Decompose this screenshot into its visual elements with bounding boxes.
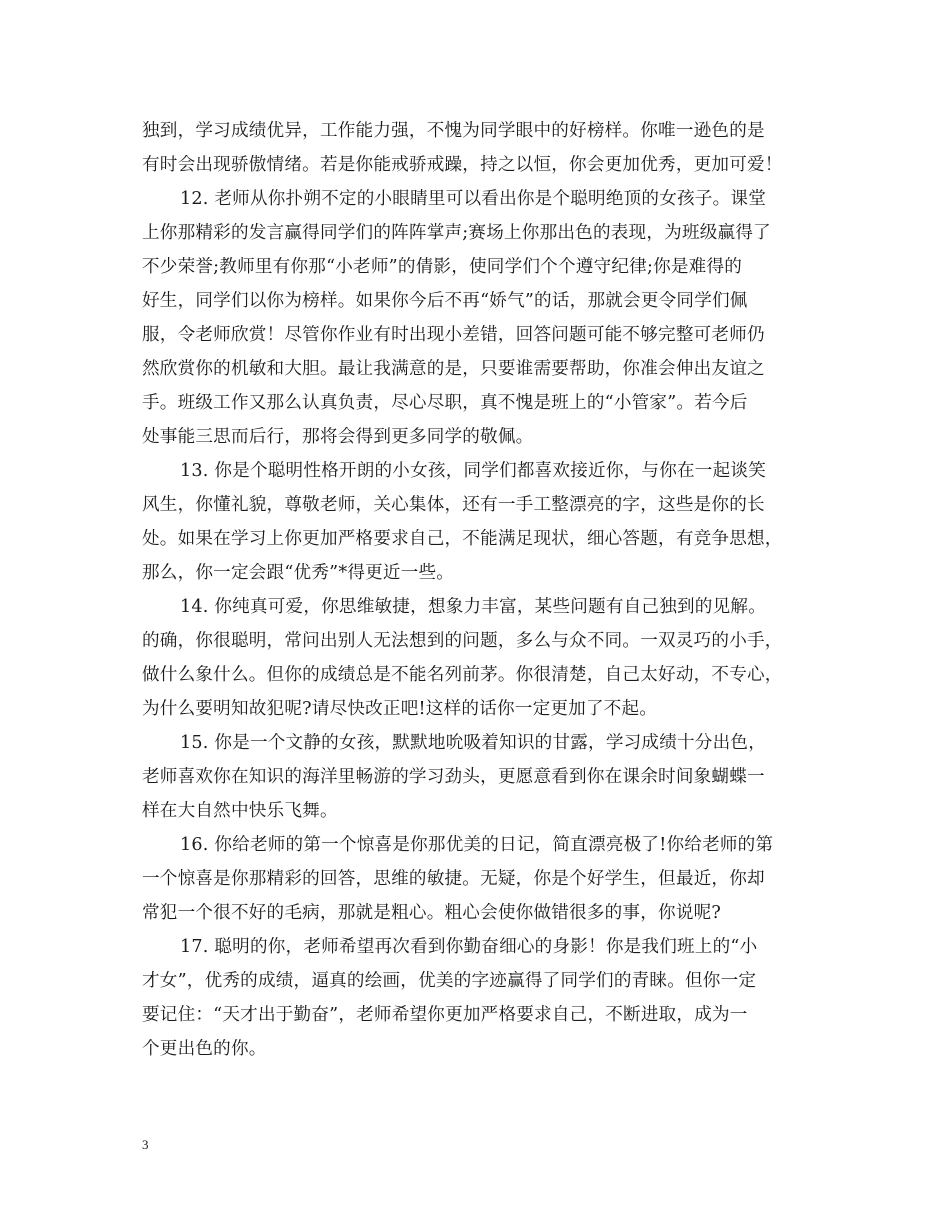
text-line: 有时会出现骄傲情绪。若是你能戒骄戒躁，持之以恒，你会更加优秀，更加可爱！: [142, 155, 783, 175]
text-line: 才女”，优秀的成绩，逼真的绘画，优美的字迹赢得了同学们的青睐。但你一定: [142, 971, 757, 991]
text-line: 样在大自然中快乐飞舞。: [142, 801, 338, 821]
page-number: 3: [142, 1137, 149, 1152]
paragraph-first-line: 12. 老师从你扑朔不定的小眼睛里可以看出你是个聪明绝顶的女孩子。课堂: [180, 189, 766, 209]
text-line: 常犯一个很不好的毛病，那就是粗心。粗心会使你做错很多的事，你说呢?: [142, 903, 722, 923]
text-line: 风生，你懂礼貌，尊敬老师，关心集体，还有一手工整漂亮的字，这些是你的长: [142, 495, 765, 515]
paragraph-first-line: 16. 你给老师的第一个惊喜是你那优美的日记，简直漂亮极了!你给老师的第: [180, 835, 774, 855]
text-line: 老师喜欢你在知识的海洋里畅游的学习劲头，更愿意看到你在课余时间象蝴蝶一: [142, 767, 765, 787]
paragraph-first-line: 15. 你是一个文静的女孩，默默地吮吸着知识的甘露，学习成绩十分出色，: [180, 733, 766, 753]
text-line: 处。如果在学习上你更加严格要求自己，不能满足现状，细心答题，有竞争思想，: [142, 529, 783, 549]
text-line: 个更出色的你。: [142, 1039, 267, 1059]
text-line: 为什么要明知故犯呢?请尽快改正吧!这样的话你一定更加了不起。: [142, 699, 658, 719]
paragraph-first-line: 13. 你是个聪明性格开朗的小女孩，同学们都喜欢接近你，与你在一起谈笑: [180, 461, 766, 481]
text-line: 然欣赏你的机敏和大胆。最让我满意的是，只要谁需要帮助，你准会伸出友谊之: [142, 359, 765, 379]
text-line: 做什么象什么。但你的成绩总是不能名列前茅。你很清楚，自己太好动，不专心，: [142, 665, 783, 685]
text-line: 服，令老师欣赏！尽管你作业有时出现小差错，回答问题可能不够完整可老师仍: [142, 325, 765, 345]
text-line: 的确，你很聪明，常问出别人无法想到的问题，多么与众不同。一双灵巧的小手，: [142, 631, 783, 651]
text-line: 一个惊喜是你那精彩的回答，思维的敏捷。无疑，你是个好学生，但最近，你却: [142, 869, 765, 889]
text-line: 独到，学习成绩优异，工作能力强，不愧为同学眼中的好榜样。你唯一逊色的是: [142, 121, 765, 141]
text-line: 不少荣誉;教师里有你那“小老师”的倩影，使同学们个个遵守纪律;你是难得的: [142, 257, 743, 277]
text-line: 要记住：“天才出于勤奋”，老师希望你更加严格要求自己，不断进取，成为一: [142, 1005, 748, 1025]
text-line: 处事能三思而后行，那将会得到更多同学的敬佩。: [142, 427, 534, 447]
text-line: 上你那精彩的发言赢得同学们的阵阵掌声;赛场上你那出色的表现，为班级赢得了: [142, 223, 771, 243]
document-body: [142, 114, 822, 1066]
text-line: 好生，同学们以你为榜样。如果你今后不再“娇气”的话，那就会更令同学们佩: [142, 291, 748, 311]
paragraph-first-line: 14. 你纯真可爱，你思维敏捷，想象力丰富，某些问题有自己独到的见解。: [180, 597, 766, 617]
paragraph-first-line: 17. 聪明的你，老师希望再次看到你勤奋细心的身影！你是我们班上的“小: [180, 937, 758, 957]
text-line: 手。班级工作又那么认真负责，尽心尽职，真不愧是班上的“小管家”。若今后: [142, 393, 748, 413]
text-line: 那么，你一定会跟“优秀”*得更近一些。: [142, 563, 455, 583]
